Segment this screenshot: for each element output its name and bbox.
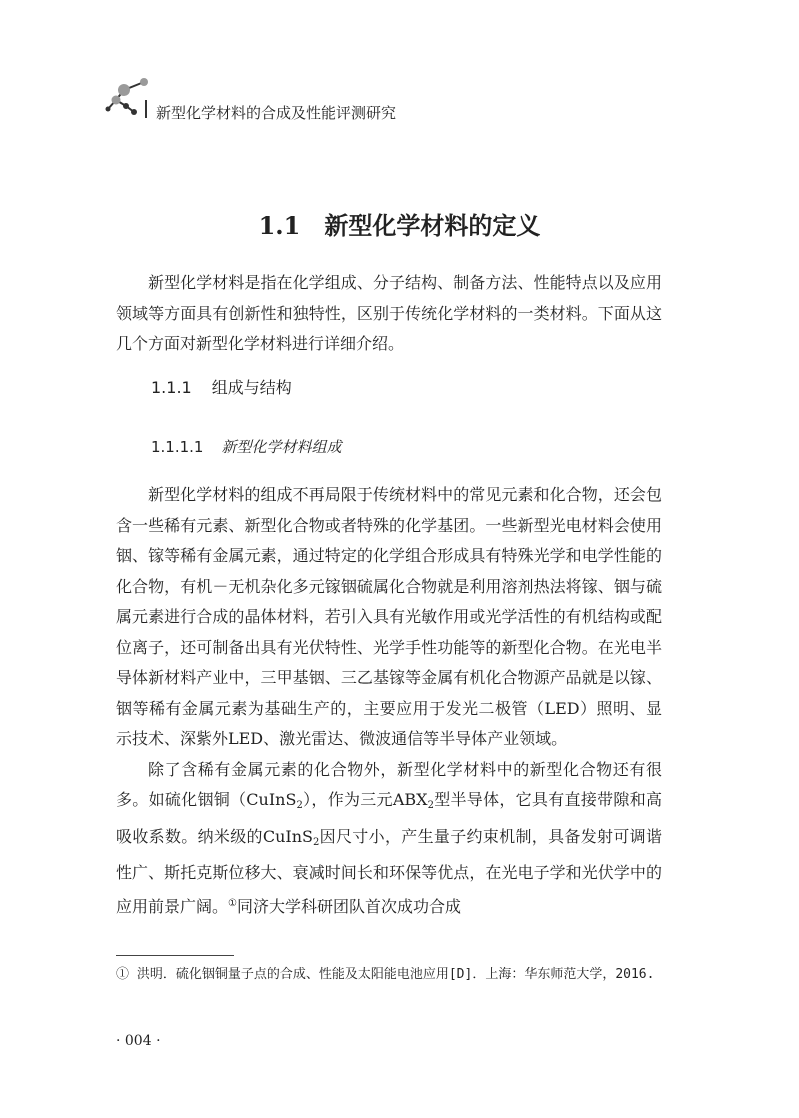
- subsection-number: 1.1.1.1: [151, 438, 204, 456]
- chapter-number: 1.1: [258, 211, 301, 240]
- intro-block: [116, 268, 662, 360]
- section-title: 组成与结构: [211, 378, 292, 397]
- footnote-text: 洪明．硫化铟铜量子点的合成、性能及太阳能电池应用[D]．上海：华东师范大学，2016.: [129, 967, 655, 982]
- intro-paragraph: 新型化学材料是指在化学组成、分子结构、制备方法、性能特点以及应用领域等方面具有创新性和独特性，区别于传统化学材料的一类材料。下面从这几个方面对新型化学材料进行详细介绍。: [116, 273, 662, 353]
- subscript: 2: [296, 800, 303, 811]
- composition-paragraph: 新型化学材料的组成不再局限于传统材料中的常见元素和化合物，还会包含一些稀有元素、新型化合物或者特殊的化学基团。一些新型光电材料会使用铟、镓等稀有金属元素，通过特定的化学组合形成具有特殊光学和电学性能的化合物，有机－无机杂化多元镓铟硫属化合物就是利用溶剂热法将镓、铟与硫属元素进行合成的晶体材料，若引入具有光敏作用或光学活性的有机结构或配位离子，还可制备出具有光伏特性、光学手性功能等的新型化合物。在光电半导体新材料产业中，三甲基铟、三乙基镓等金属有机化合物源产品就是以镓、铟等稀有金属元素为基础生产的，主要应用于发光二极管（LED）照明、显示技术、深紫外LED、激光雷达、微波通信等半导体产业领域。: [116, 485, 662, 748]
- footnote: [116, 963, 664, 986]
- section-heading: [151, 375, 292, 398]
- text-run: 除了含稀有金属元素的化合物外，新型化学材料中的新型化合物还有很多。如硫化铟铜（CuInS: [116, 759, 662, 809]
- running-title: 新型化学材料的合成及性能评测研究: [156, 104, 397, 122]
- section-number: 1.1.1: [151, 378, 192, 397]
- compounds-paragraph: [116, 755, 662, 923]
- footnote-divider: [116, 955, 234, 956]
- chapter-title: [0, 206, 799, 241]
- text-run: ），作为三元ABX: [302, 790, 428, 809]
- chapter-title-text: 新型化学材料的定义: [324, 211, 541, 240]
- running-header: [104, 78, 524, 128]
- molecule-logo-icon: [104, 78, 156, 120]
- text-run: 同济大学科研团队首次成功合成: [236, 896, 461, 916]
- text-run: 因尺寸小，产生量子约束机制，具备发射可调谐性广、斯托克斯位移大、衰减时间长和环保等优点，在光电子学和光伏学中的应用前景广阔。: [116, 826, 662, 916]
- subsection-title: 新型化学材料组成: [221, 438, 342, 456]
- text-run: 型半导体，它具有直接带隙和高吸收系数。纳米级的CuInS: [116, 790, 662, 846]
- footnote-marker: ①: [116, 967, 130, 982]
- subscript: 2: [312, 836, 320, 848]
- page-number: · 004 ·: [116, 1033, 161, 1049]
- footnote-reference[interactable]: ①: [228, 897, 237, 909]
- subscript: 2: [427, 800, 434, 811]
- subsection-heading: [151, 436, 342, 457]
- main-text-block: [116, 480, 662, 922]
